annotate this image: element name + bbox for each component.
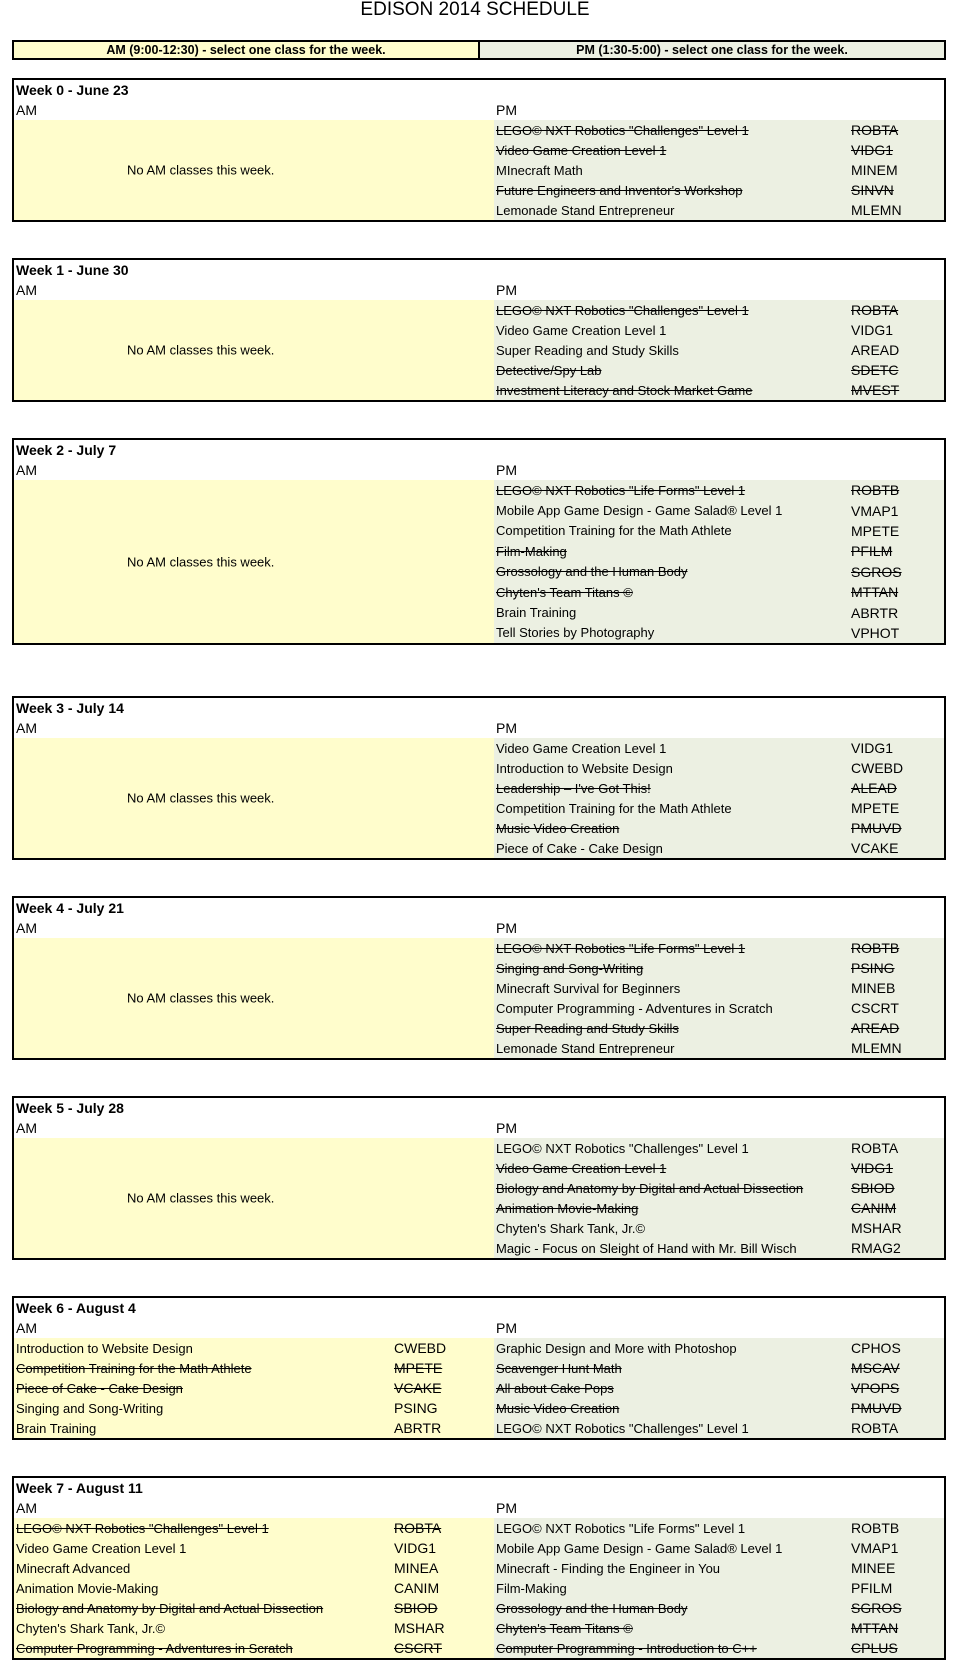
- class-code: PFILM: [851, 1580, 893, 1596]
- class-name: LEGO© NXT Robotics "Challenges" Level 1: [496, 302, 749, 318]
- class-name: Chyten's Shark Tank, Jr.©: [16, 1620, 166, 1636]
- class-name: Music Video Creation: [496, 820, 620, 836]
- class-name: LEGO© NXT Robotics "Challenges" Level 1: [16, 1520, 269, 1536]
- class-name: Grossology and the Human Body: [496, 1600, 688, 1616]
- class-code: PSING: [851, 960, 895, 976]
- class-code: SGROS: [851, 563, 902, 580]
- class-name: Graphic Design and More with Photoshop: [496, 1340, 737, 1356]
- class-row[interactable]: [14, 1558, 494, 1578]
- class-name: Piece of Cake - Cake Design: [16, 1380, 183, 1396]
- class-name: Introduction to Website Design: [16, 1340, 193, 1356]
- class-name: All about Cake Pops: [496, 1380, 614, 1396]
- class-name: Competition Training for the Math Athlete: [16, 1360, 252, 1376]
- pm-column: [494, 1338, 944, 1438]
- week-title: Week 3 - July 14: [16, 700, 124, 716]
- class-row[interactable]: [494, 160, 944, 180]
- session-labels: [14, 1118, 944, 1138]
- class-row[interactable]: [494, 838, 944, 858]
- class-code: MSHAR: [851, 1220, 902, 1236]
- class-name: Minecraft - Finding the Engineer in You: [496, 1560, 721, 1576]
- class-row[interactable]: [494, 541, 944, 561]
- class-row[interactable]: [494, 1218, 944, 1238]
- week-block: [12, 438, 946, 645]
- class-name: Minecraft Advanced: [16, 1560, 131, 1576]
- no-am-classes-text: No AM classes this week.: [127, 554, 275, 570]
- class-code: AREAD: [851, 342, 900, 358]
- class-name: Video Game Creation Level 1: [496, 740, 667, 756]
- class-code: VPOPS: [851, 1380, 900, 1396]
- class-row[interactable]: [14, 1638, 494, 1658]
- class-name: Film-Making: [496, 1580, 567, 1596]
- class-code: ROBTA: [851, 1420, 899, 1436]
- class-row[interactable]: [494, 1018, 944, 1038]
- class-row[interactable]: [14, 1358, 494, 1378]
- class-row[interactable]: [494, 1398, 944, 1418]
- class-row[interactable]: [494, 1558, 944, 1578]
- am-label: AM: [16, 102, 37, 118]
- class-row[interactable]: [494, 1138, 944, 1158]
- class-row[interactable]: [494, 320, 944, 340]
- class-name: Brain Training: [16, 1420, 97, 1436]
- class-code: MPETE: [851, 522, 900, 539]
- class-code: MINEB: [851, 980, 896, 996]
- session-header: [12, 40, 946, 60]
- class-code: ABRTR: [851, 604, 899, 621]
- class-name: Biology and Anatomy by Digital and Actual Dissection: [16, 1600, 324, 1616]
- class-code: CPLUS: [851, 1640, 898, 1656]
- class-row[interactable]: [494, 623, 944, 643]
- class-name: LEGO© NXT Robotics "Life Forms" Level 1: [496, 940, 746, 956]
- class-code: CSCRT: [394, 1640, 442, 1656]
- no-am-classes-text: No AM classes this week.: [127, 162, 275, 178]
- week-title: Week 2 - July 7: [16, 442, 117, 458]
- class-code: SINVN: [851, 182, 894, 198]
- class-code: CANIM: [851, 1200, 897, 1216]
- class-code: SBIOD: [394, 1600, 438, 1616]
- class-row[interactable]: [494, 1578, 944, 1598]
- class-name: MInecraft Math: [496, 162, 583, 178]
- class-name: LEGO© NXT Robotics "Life Forms" Level 1: [496, 482, 746, 498]
- class-code: PFILM: [851, 543, 893, 560]
- class-row[interactable]: [494, 300, 944, 320]
- class-row[interactable]: [494, 758, 944, 778]
- class-name: Mobile App Game Design - Game Salad® Level 1: [496, 503, 783, 519]
- class-code: ROBTA: [851, 122, 899, 138]
- class-name: Piece of Cake - Cake Design: [496, 840, 663, 856]
- class-row[interactable]: [14, 1538, 494, 1558]
- pm-label: PM: [496, 1500, 517, 1516]
- am-column: [14, 1138, 494, 1258]
- week-block: [12, 1476, 946, 1660]
- am-label: AM: [16, 920, 37, 936]
- class-row[interactable]: [494, 778, 944, 798]
- class-row[interactable]: [494, 738, 944, 758]
- am-column: [14, 480, 494, 643]
- class-name: Future Engineers and Inventor's Workshop: [496, 182, 743, 198]
- pm-column: [494, 1138, 944, 1258]
- no-am-classes-text: No AM classes this week.: [127, 1190, 275, 1206]
- class-code: VPHOT: [851, 624, 900, 641]
- class-row[interactable]: [494, 1158, 944, 1178]
- class-row[interactable]: [494, 1598, 944, 1618]
- class-row[interactable]: [494, 1038, 944, 1058]
- no-am-classes-text: No AM classes this week.: [127, 790, 275, 806]
- am-column: [14, 1518, 494, 1658]
- class-row[interactable]: [14, 1398, 494, 1418]
- class-code: MLEMN: [851, 1040, 902, 1056]
- no-am-classes-text: No AM classes this week.: [127, 990, 275, 1006]
- class-name: Leadership – I've Got This!: [496, 780, 651, 796]
- session-labels: [14, 280, 944, 300]
- class-code: AREAD: [851, 1020, 900, 1036]
- class-row[interactable]: [494, 978, 944, 998]
- class-row[interactable]: [494, 1518, 944, 1538]
- session-labels: [14, 100, 944, 120]
- class-name: Super Reading and Study Skills: [496, 1020, 679, 1036]
- session-labels: [14, 460, 944, 480]
- am-column: [14, 1338, 494, 1438]
- pm-label: PM: [496, 1120, 517, 1136]
- class-name: LEGO© NXT Robotics "Challenges" Level 1: [496, 122, 749, 138]
- week-block: [12, 78, 946, 222]
- pm-column: [494, 120, 944, 220]
- class-name: Video Game Creation Level 1: [496, 1160, 667, 1176]
- class-row[interactable]: [494, 1358, 944, 1378]
- class-name: Competition Training for the Math Athlete: [496, 523, 732, 539]
- class-row[interactable]: [494, 1418, 944, 1438]
- class-name: Biology and Anatomy by Digital and Actual Dissection: [496, 1180, 804, 1196]
- class-code: VMAP1: [851, 1540, 899, 1556]
- week-block: [12, 1096, 946, 1260]
- class-row[interactable]: [494, 1198, 944, 1218]
- week-block: [12, 258, 946, 402]
- pm-label: PM: [496, 102, 517, 118]
- class-code: MINEA: [394, 1560, 439, 1576]
- class-row[interactable]: [494, 1238, 944, 1258]
- class-name: Singing and Song-Writing: [496, 960, 644, 976]
- am-label: AM: [16, 282, 37, 298]
- class-row[interactable]: [14, 1618, 494, 1638]
- session-labels: [14, 1318, 944, 1338]
- class-row[interactable]: [14, 1598, 494, 1618]
- week-block: [12, 896, 946, 1060]
- class-name: Animation Movie-Making: [496, 1200, 639, 1216]
- class-row[interactable]: [494, 798, 944, 818]
- pm-label: PM: [496, 1320, 517, 1336]
- class-code: RMAG2: [851, 1240, 901, 1256]
- class-name: LEGO© NXT Robotics "Life Forms" Level 1: [496, 1520, 746, 1536]
- class-row[interactable]: [494, 120, 944, 140]
- class-name: Brain Training: [496, 605, 577, 621]
- class-code: CWEBD: [851, 760, 904, 776]
- class-row[interactable]: [494, 140, 944, 160]
- class-row[interactable]: [494, 958, 944, 978]
- no-am-classes-text: No AM classes this week.: [127, 342, 275, 358]
- class-code: MINEM: [851, 162, 898, 178]
- class-name: Mobile App Game Design - Game Salad® Level 1: [496, 1540, 783, 1556]
- class-name: LEGO© NXT Robotics "Challenges" Level 1: [496, 1420, 749, 1436]
- class-row[interactable]: [494, 521, 944, 541]
- pm-column: [494, 938, 944, 1058]
- class-code: VIDG1: [851, 142, 894, 158]
- class-code: MTTAN: [851, 584, 899, 601]
- am-label: AM: [16, 720, 37, 736]
- pm-session-header: PM (1:30-5:00) - select one class for the week.: [480, 42, 944, 58]
- am-column: [14, 938, 494, 1058]
- class-name: Grossology and the Human Body: [496, 564, 688, 580]
- class-name: Singing and Song-Writing: [16, 1400, 164, 1416]
- class-name: Video Game Creation Level 1: [496, 142, 667, 158]
- class-code: MTTAN: [851, 1620, 899, 1636]
- class-name: Investment Literacy and Stock Market Game: [496, 382, 753, 398]
- am-label: AM: [16, 1320, 37, 1336]
- class-row[interactable]: [494, 1638, 944, 1658]
- class-row[interactable]: [494, 582, 944, 602]
- am-label: AM: [16, 1500, 37, 1516]
- week-title: Week 5 - July 28: [16, 1100, 124, 1116]
- class-name: Detective/Spy Lab: [496, 362, 602, 378]
- class-name: Scavenger Hunt Math: [496, 1360, 622, 1376]
- class-code: ROBTA: [394, 1520, 442, 1536]
- class-name: Lemonade Stand Entrepreneur: [496, 202, 675, 218]
- am-column: [14, 120, 494, 220]
- class-name: Introduction to Website Design: [496, 760, 673, 776]
- week-block: [12, 696, 946, 860]
- class-row[interactable]: [494, 500, 944, 520]
- am-label: AM: [16, 462, 37, 478]
- class-code: MVEST: [851, 382, 900, 398]
- class-name: Minecraft Survival for Beginners: [496, 980, 681, 996]
- pm-column: [494, 480, 944, 643]
- pm-column: [494, 738, 944, 858]
- class-row[interactable]: [494, 200, 944, 220]
- class-code: MPETE: [851, 800, 900, 816]
- class-code: ROBTA: [851, 1140, 899, 1156]
- class-code: ROBTB: [851, 482, 900, 499]
- class-row[interactable]: [14, 1338, 494, 1358]
- class-name: Chyten's Shark Tank, Jr.©: [496, 1220, 646, 1236]
- session-labels: [14, 918, 944, 938]
- class-row[interactable]: [494, 360, 944, 380]
- am-column: [14, 738, 494, 858]
- class-name: LEGO© NXT Robotics "Challenges" Level 1: [496, 1140, 749, 1156]
- week-title: Week 1 - June 30: [16, 262, 129, 278]
- class-code: VIDG1: [851, 322, 894, 338]
- class-code: SGROS: [851, 1600, 902, 1616]
- class-row[interactable]: [494, 380, 944, 400]
- class-code: VMAP1: [851, 502, 899, 519]
- class-row[interactable]: [14, 1578, 494, 1598]
- class-row[interactable]: [494, 480, 944, 500]
- class-code: ROBTB: [851, 940, 900, 956]
- class-name: Video Game Creation Level 1: [16, 1540, 187, 1556]
- class-name: Competition Training for the Math Athlete: [496, 800, 732, 816]
- class-code: VCAKE: [851, 840, 899, 856]
- class-row[interactable]: [494, 998, 944, 1018]
- class-name: Magic - Focus on Sleight of Hand with Mr. Bill Wisch: [496, 1240, 797, 1256]
- class-row[interactable]: [494, 340, 944, 360]
- pm-label: PM: [496, 920, 517, 936]
- class-code: PMUVD: [851, 820, 902, 836]
- class-code: ALEAD: [851, 780, 897, 796]
- class-row[interactable]: [494, 1338, 944, 1358]
- class-code: ROBTA: [851, 302, 899, 318]
- class-code: MINEE: [851, 1560, 896, 1576]
- class-row[interactable]: [494, 562, 944, 582]
- session-labels: [14, 1498, 944, 1518]
- class-code: VIDG1: [394, 1540, 437, 1556]
- class-code: CANIM: [394, 1580, 440, 1596]
- class-row[interactable]: [494, 938, 944, 958]
- am-label: AM: [16, 1120, 37, 1136]
- class-name: Video Game Creation Level 1: [496, 322, 667, 338]
- week-title: Week 0 - June 23: [16, 82, 129, 98]
- class-row[interactable]: [494, 602, 944, 622]
- class-row[interactable]: [494, 180, 944, 200]
- class-code: PSING: [394, 1400, 438, 1416]
- class-row[interactable]: [494, 1178, 944, 1198]
- class-code: MPETE: [394, 1360, 443, 1376]
- class-row[interactable]: [14, 1418, 494, 1438]
- class-code: PMUVD: [851, 1400, 902, 1416]
- class-name: Music Video Creation: [496, 1400, 620, 1416]
- class-code: SDETC: [851, 362, 899, 378]
- class-code: CSCRT: [851, 1000, 899, 1016]
- class-code: ROBTB: [851, 1520, 900, 1536]
- pm-column: [494, 1518, 944, 1658]
- class-name: Lemonade Stand Entrepreneur: [496, 1040, 675, 1056]
- class-name: Chyten's Team Titans ©: [496, 1620, 633, 1636]
- class-code: VIDG1: [851, 740, 894, 756]
- class-code: ABRTR: [394, 1420, 442, 1436]
- class-name: Computer Programming - Adventures in Scratch: [16, 1640, 293, 1656]
- page-title: EDISON 2014 SCHEDULE: [360, 0, 590, 20]
- am-column: [14, 300, 494, 400]
- week-block: [12, 1296, 946, 1440]
- class-row[interactable]: [14, 1518, 494, 1538]
- pm-label: PM: [496, 282, 517, 298]
- week-title: Week 6 - August 4: [16, 1300, 136, 1316]
- class-name: Chyten's Team Titans ©: [496, 584, 633, 600]
- class-row[interactable]: [494, 1378, 944, 1398]
- class-code: MLEMN: [851, 202, 902, 218]
- class-code: MSCAV: [851, 1360, 900, 1376]
- class-name: Computer Programming - Adventures in Scratch: [496, 1000, 773, 1016]
- class-row[interactable]: [494, 1538, 944, 1558]
- class-code: CWEBD: [394, 1340, 447, 1356]
- pm-label: PM: [496, 462, 517, 478]
- pm-label: PM: [496, 720, 517, 736]
- class-code: VCAKE: [394, 1380, 442, 1396]
- week-title: Week 7 - August 11: [16, 1480, 143, 1496]
- week-title: Week 4 - July 21: [16, 900, 124, 916]
- am-session-header: AM (9:00-12:30) - select one class for the week.: [14, 42, 480, 58]
- class-code: MSHAR: [394, 1620, 445, 1636]
- class-row[interactable]: [494, 818, 944, 838]
- class-name: Animation Movie-Making: [16, 1580, 159, 1596]
- class-name: Film-Making: [496, 543, 567, 559]
- class-code: CPHOS: [851, 1340, 901, 1356]
- class-name: Computer Programming - Introduction to C++: [496, 1640, 757, 1656]
- class-row[interactable]: [494, 1618, 944, 1638]
- class-code: SBIOD: [851, 1180, 895, 1196]
- class-row[interactable]: [14, 1378, 494, 1398]
- pm-column: [494, 300, 944, 400]
- class-name: Super Reading and Study Skills: [496, 342, 679, 358]
- class-code: VIDG1: [851, 1160, 894, 1176]
- session-labels: [14, 718, 944, 738]
- class-name: Tell Stories by Photography: [496, 625, 655, 641]
